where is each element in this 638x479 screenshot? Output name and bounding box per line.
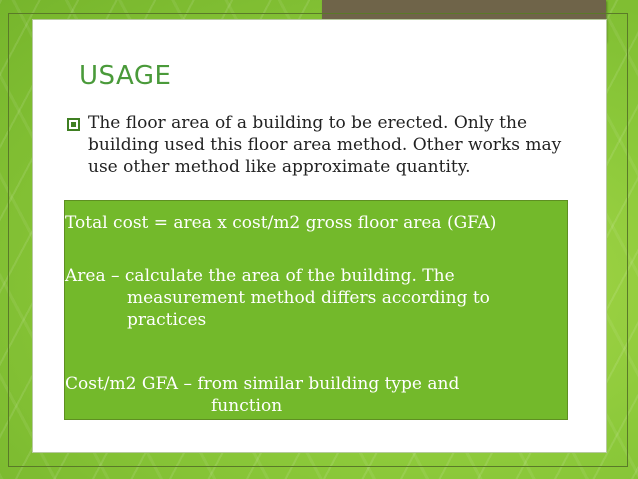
slide-title: USAGE — [79, 61, 172, 91]
area-line: Area – calculate the area of the building. The — [65, 266, 455, 286]
area-line-continued: measurement method differs according to — [127, 288, 490, 308]
total-cost-line: Total cost = area x cost/m2 gross floor area (GFA) — [65, 213, 497, 233]
cost-per-m2-line-end: function — [211, 396, 283, 416]
bullet-text: The floor area of a building to be erected. Only the building used this floor area method. Other works may use other method like approximate quantity. — [88, 113, 562, 177]
area-line-end: practices — [127, 310, 207, 330]
square-bullet-icon — [67, 118, 80, 131]
cost-per-m2-line: Cost/m2 GFA – from similar building type and — [65, 374, 460, 394]
formula-box — [64, 200, 568, 420]
